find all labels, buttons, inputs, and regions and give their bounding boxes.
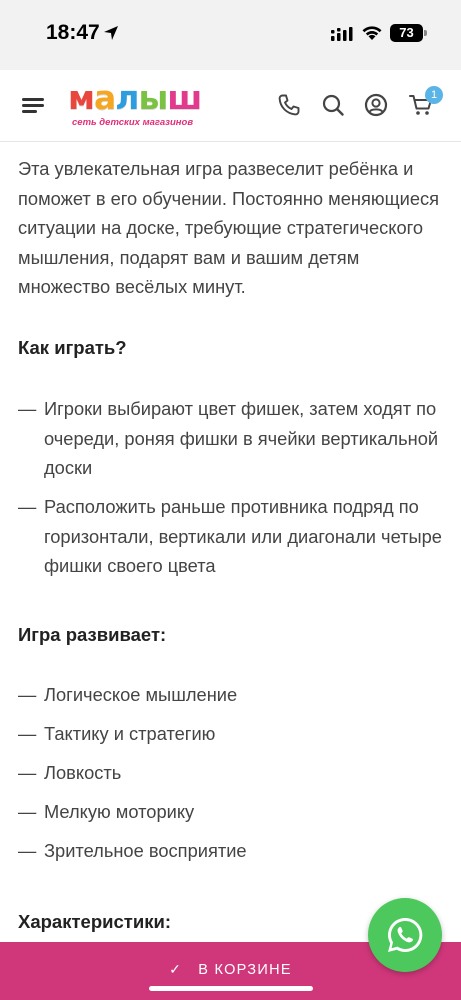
dash-marker: — (18, 398, 37, 419)
list-item (18, 719, 443, 749)
dash-marker: — (18, 762, 37, 783)
list-item (18, 492, 443, 581)
list-item-text: Ловкость (44, 762, 122, 783)
dash-marker: — (18, 723, 37, 744)
list-item-text: Игроки выбирают цвет фишек, затем ходят по очереди, роняя фишки в ячейки вертикальной доски (44, 398, 439, 478)
specs-title: Характеристики: (18, 911, 172, 932)
search-icon[interactable] (320, 92, 346, 118)
in-cart-label: В КОРЗИНЕ (198, 962, 292, 978)
phone-icon[interactable] (276, 92, 302, 118)
list-item (18, 680, 443, 710)
status-bar (0, 0, 461, 70)
logo-letter: л (115, 78, 139, 117)
logo-tagline: сеть детских магазинов (72, 117, 194, 128)
logo-letter: м (68, 78, 94, 117)
logo-word (68, 78, 201, 117)
status-time: 18:47 (46, 21, 100, 44)
logo[interactable] (66, 78, 202, 134)
list-item (18, 836, 443, 866)
logo-letter: ы (138, 78, 168, 117)
logo-letter: ш (167, 78, 202, 117)
account-icon[interactable] (363, 92, 389, 118)
dash-marker: — (18, 801, 37, 822)
logo-letter: а (93, 78, 116, 117)
battery-nub (424, 30, 427, 36)
develops-title: Игра развивает: (18, 624, 167, 645)
list-item-text: Логическое мышление (44, 684, 238, 705)
list-item-text: Мелкую моторику (44, 801, 195, 822)
check-icon: ✓ (169, 961, 183, 977)
intro-text: Эта увлекательная игра развеселит ребёнка и поможет в его обучении. Постоянно меняющиеся ситуации на доске, требующие стратегического мышления, подарят вам и вашим детям множество весёлых минут. (18, 158, 440, 297)
product-description (18, 154, 443, 932)
list-item (18, 394, 443, 483)
list-item-text: Расположить раньше противника подряд по горизонтали, вертикали или диагонали четыре фишки своего цвета (44, 496, 442, 576)
location-arrow-icon (103, 25, 119, 41)
whatsapp-button[interactable] (368, 898, 442, 972)
how-to-play-title: Как играть? (18, 337, 127, 358)
cellular-signal-icon (331, 27, 353, 41)
list-item-text: Зрительное восприятие (44, 840, 247, 861)
site-header (0, 70, 461, 142)
list-item (18, 797, 443, 827)
dash-marker: — (18, 684, 37, 705)
cart-count-badge: 1 (425, 86, 443, 104)
dash-marker: — (18, 496, 37, 517)
menu-icon[interactable] (22, 97, 44, 115)
dash-marker: — (18, 840, 37, 861)
list-item (18, 758, 443, 788)
home-indicator[interactable] (149, 986, 313, 991)
whatsapp-icon (385, 915, 425, 955)
wifi-icon (361, 24, 383, 41)
battery-indicator: 73 (390, 24, 423, 42)
list-item-text: Тактику и стратегию (44, 723, 216, 744)
